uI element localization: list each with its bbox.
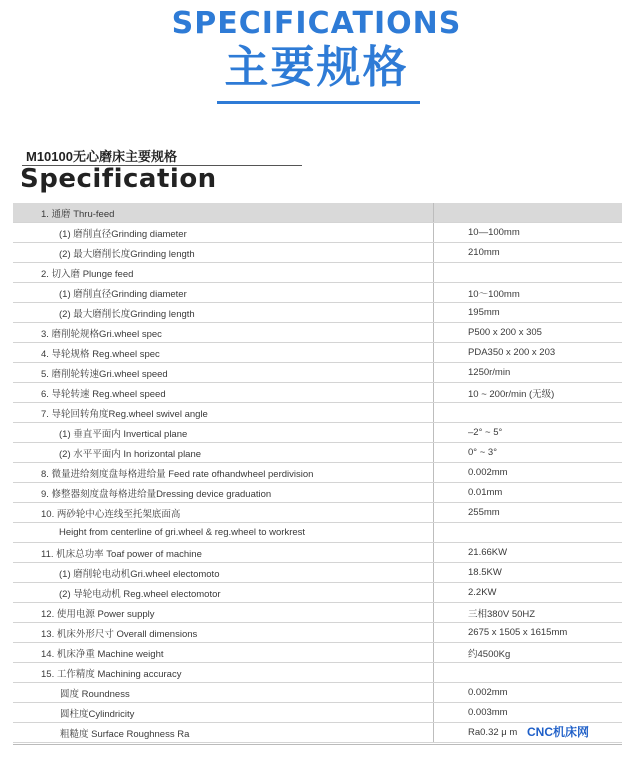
section-subtitle-en: Specification <box>20 164 217 194</box>
spec-value: 0° ~ 3° <box>434 443 623 463</box>
spec-label: (2) 水平平面内 In horizontal plane <box>13 443 434 463</box>
spec-label: 15. 工作精度 Machining accuracy <box>13 663 434 683</box>
spec-label: 粗糙度 Surface Roughness Ra <box>13 723 434 743</box>
spec-value: 2675 x 1505 x 1615mm <box>434 623 623 643</box>
spec-value: 210mm <box>434 243 623 263</box>
spec-label: 9. 修整器刻度盘每格进给量Dressing device graduation <box>13 483 434 503</box>
spec-row <box>13 583 622 603</box>
spec-label: 7. 导轮回转角度Reg.wheel swivel angle <box>13 403 434 423</box>
spec-row <box>13 263 622 283</box>
spec-label: (1) 磨削直径Grinding diameter <box>13 283 434 303</box>
spec-label: 8. 微量进给刻度盘每格进给量 Feed rate ofhandwheel perdivision <box>13 463 434 483</box>
spec-label: (2) 导轮电动机 Reg.wheel electomotor <box>13 583 434 603</box>
table-bottom-border <box>13 744 622 745</box>
spec-row <box>13 623 622 643</box>
title-cn: 主要规格 <box>224 42 409 93</box>
spec-label: 1. 通磨 Thru-feed <box>13 203 434 223</box>
spec-row <box>13 423 622 443</box>
spec-row <box>13 523 622 543</box>
spec-row <box>13 383 622 403</box>
spec-label: (1) 垂直平面内 Invertical plane <box>13 423 434 443</box>
spec-value <box>434 403 623 423</box>
spec-value <box>434 523 623 543</box>
spec-row <box>13 363 622 383</box>
spec-label: 13. 机床外形尺寸 Overall dimensions <box>13 623 434 643</box>
spec-value: 0.01mm <box>434 483 623 503</box>
watermark: CNC机床网 <box>527 725 589 739</box>
spec-value: 0.002mm <box>434 463 623 483</box>
spec-label: 圆柱度Cylindricity <box>13 703 434 723</box>
title-underline <box>217 101 420 104</box>
spec-value: 三相380V 50HZ <box>434 603 623 623</box>
spec-row <box>13 463 622 483</box>
spec-value: 18.5KW <box>434 563 623 583</box>
spec-row <box>13 243 622 263</box>
spec-table <box>13 203 622 743</box>
section-subtitle-cn: M10100无心磨床主要规格 <box>26 149 177 164</box>
spec-value: 10～100mm <box>434 283 623 303</box>
spec-value: 0.002mm <box>434 683 623 703</box>
spec-row <box>13 503 622 523</box>
spec-value <box>434 263 623 283</box>
spec-value: 0.003mm <box>434 703 623 723</box>
spec-label: 14. 机床净重 Machine weight <box>13 643 434 663</box>
spec-label: 6. 导轮转速 Reg.wheel speed <box>13 383 434 403</box>
spec-value: 2.2KW <box>434 583 623 603</box>
spec-label: 5. 磨削轮转速Gri.wheel speed <box>13 363 434 383</box>
spec-label: 4. 导轮规格 Reg.wheel spec <box>13 343 434 363</box>
spec-value: 1250r/min <box>434 363 623 383</box>
spec-label: (1) 磨削轮电动机Gri.wheel electomoto <box>13 563 434 583</box>
spec-value <box>434 203 623 223</box>
spec-row <box>13 703 622 723</box>
spec-label: (2) 最大磨削长度Grinding length <box>13 303 434 323</box>
spec-label: 3. 磨削轮规格Gri.wheel spec <box>13 323 434 343</box>
spec-label: 11. 机床总功率 Toaf power of machine <box>13 543 434 563</box>
spec-label: (1) 磨削直径Grinding diameter <box>13 223 434 243</box>
spec-row <box>13 223 622 243</box>
spec-value: 约4500Kg <box>434 643 623 663</box>
spec-value: P500 x 200 x 305 <box>434 323 623 343</box>
spec-row <box>13 563 622 583</box>
spec-row <box>13 543 622 563</box>
spec-row <box>13 443 622 463</box>
spec-value: 10 ~ 200r/min (无级) <box>434 383 623 403</box>
spec-row <box>13 603 622 623</box>
spec-row <box>13 663 622 683</box>
spec-value: 21.66KW <box>434 543 623 563</box>
spec-value: 195mm <box>434 303 623 323</box>
spec-value: 255mm <box>434 503 623 523</box>
spec-row <box>13 643 622 663</box>
spec-label: 圆度 Roundness <box>13 683 434 703</box>
spec-label: 12. 使用电源 Power supply <box>13 603 434 623</box>
spec-value <box>434 663 623 683</box>
spec-label: Height from centerline of gri.wheel & reg.wheel to workrest <box>13 523 434 543</box>
spec-row <box>13 403 622 423</box>
spec-label: 10. 两砂轮中心连线至托架底面高 <box>13 503 434 523</box>
spec-label: 2. 切入磨 Plunge feed <box>13 263 434 283</box>
spec-value: PDA350 x 200 x 203 <box>434 343 623 363</box>
spec-row <box>13 683 622 703</box>
title-en: SPECIFICATIONS <box>171 6 462 41</box>
spec-row <box>13 203 622 223</box>
spec-value: –2° ~ 5° <box>434 423 623 443</box>
spec-value: 10—100mm <box>434 223 623 243</box>
spec-row <box>13 483 622 503</box>
spec-label: (2) 最大磨削长度Grinding length <box>13 243 434 263</box>
spec-row <box>13 283 622 303</box>
spec-row <box>13 343 622 363</box>
spec-row <box>13 303 622 323</box>
spec-value: Ra0.32 μ m <box>434 723 623 743</box>
spec-row <box>13 323 622 343</box>
